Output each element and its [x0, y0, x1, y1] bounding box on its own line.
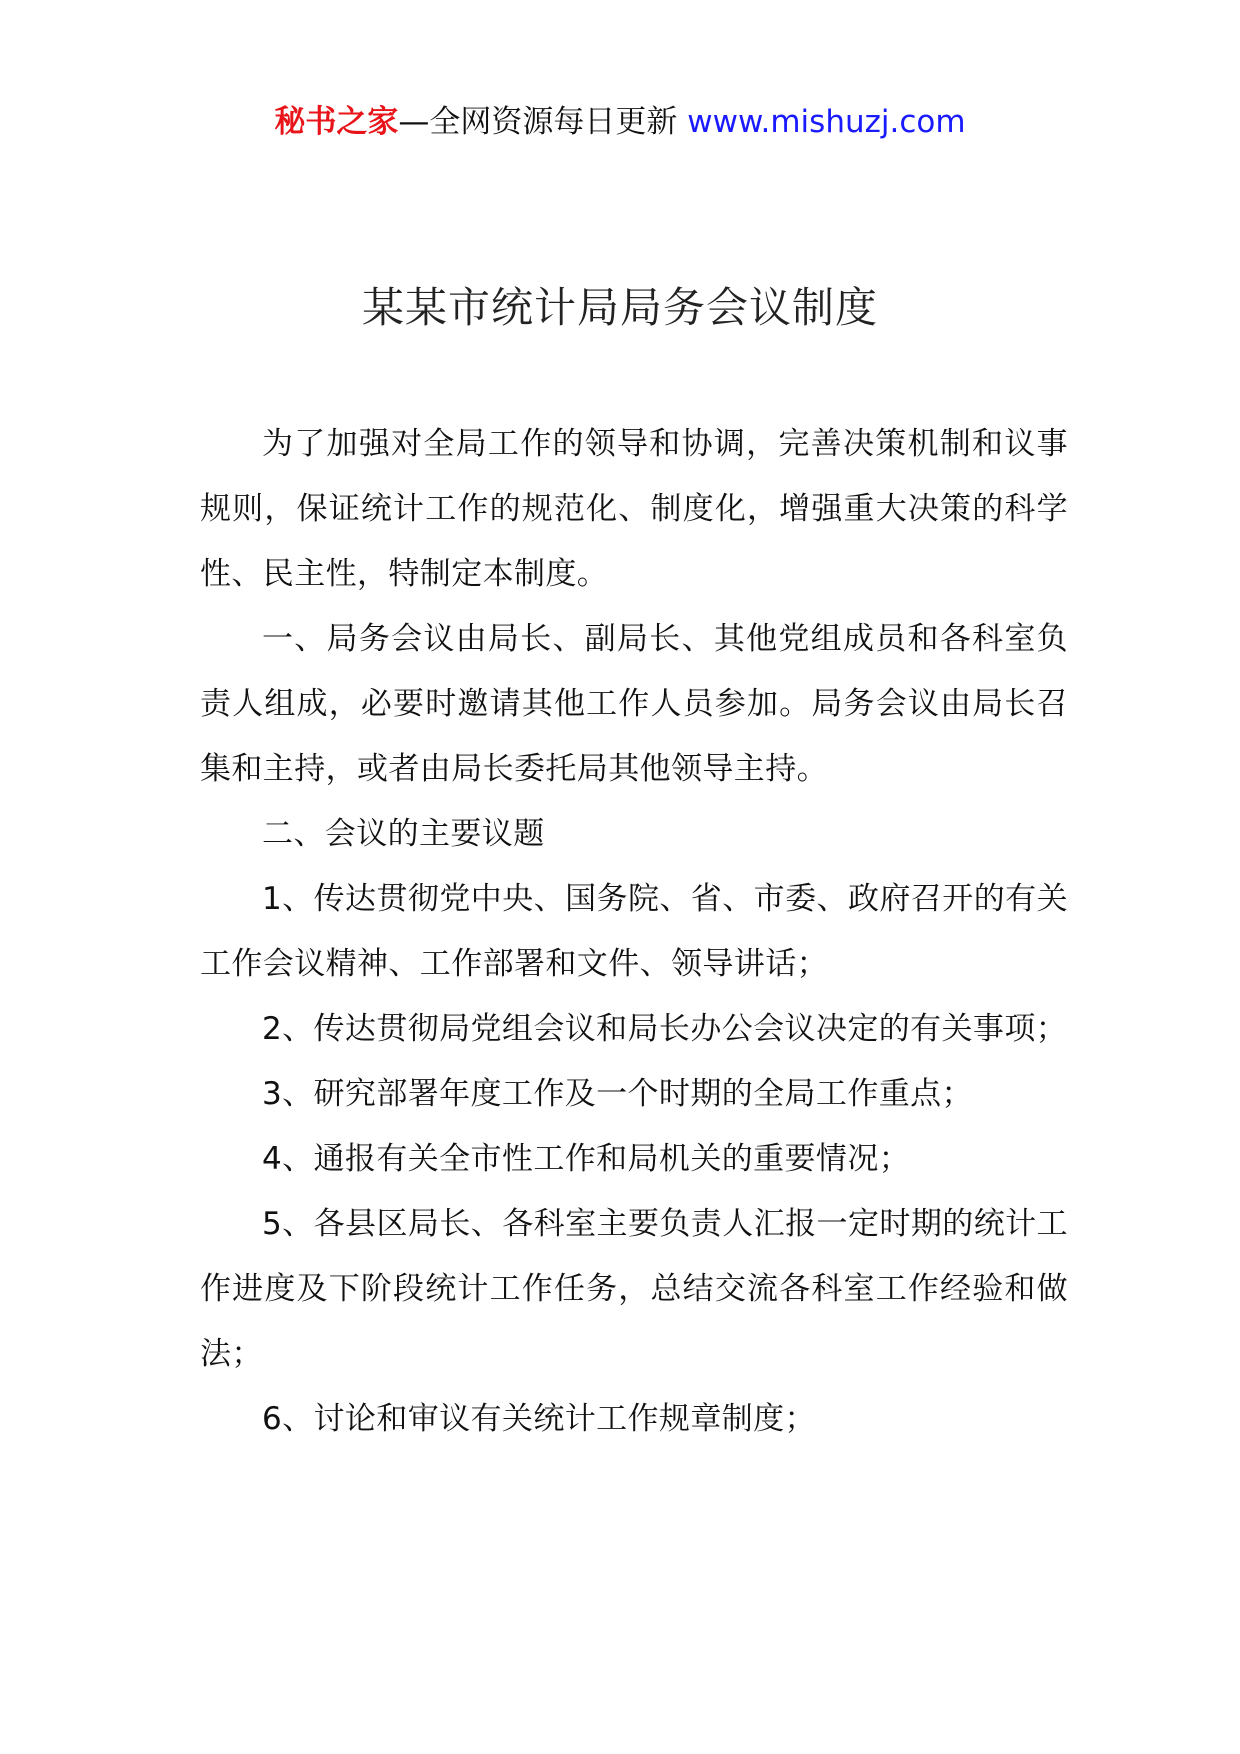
list-item: 2、传达贯彻局党组会议和局长办公会议决定的有关事项； [262, 1011, 1068, 1047]
site-url-link[interactable]: www.mishuzj.com [687, 104, 966, 140]
list-item: 4、通报有关全市性工作和局机关的重要情况； [262, 1141, 911, 1177]
section-two-heading: 二、会议的主要议题 [262, 816, 545, 852]
document-title: 某某市统计局局务会议制度 [361, 283, 878, 332]
document-body [200, 412, 1068, 1452]
intro-paragraph: 为了加强对全局工作的领导和协调，完善决策机制和议事规则，保证统计工作的规范化、制度化，增强重大决策的科学性、民主性，特制定本制度。 [200, 426, 1068, 592]
list-item: 5、各县区局长、各科室主要负责人汇报一定时期的统计工作进度及下阶段统计工作任务，总结交流各科室工作经验和做法； [200, 1206, 1068, 1372]
list-item: 1、传达贯彻党中央、国务院、省、市委、政府召开的有关工作会议精神、工作部署和文件、领导讲话； [200, 881, 1068, 982]
site-brand: 秘书之家 [274, 104, 399, 140]
site-header [0, 100, 1240, 144]
list-item: 3、研究部署年度工作及一个时期的全局工作重点； [262, 1076, 973, 1112]
list-item: 6、讨论和审议有关统计工作规章制度； [262, 1401, 816, 1437]
site-slogan: —全网资源每日更新 [398, 104, 678, 140]
section-one-paragraph: 一、局务会议由局长、副局长、其他党组成员和各科室负责人组成，必要时邀请其他工作人员参加。局务会议由局长召集和主持，或者由局长委托局其他领导主持。 [200, 621, 1068, 787]
